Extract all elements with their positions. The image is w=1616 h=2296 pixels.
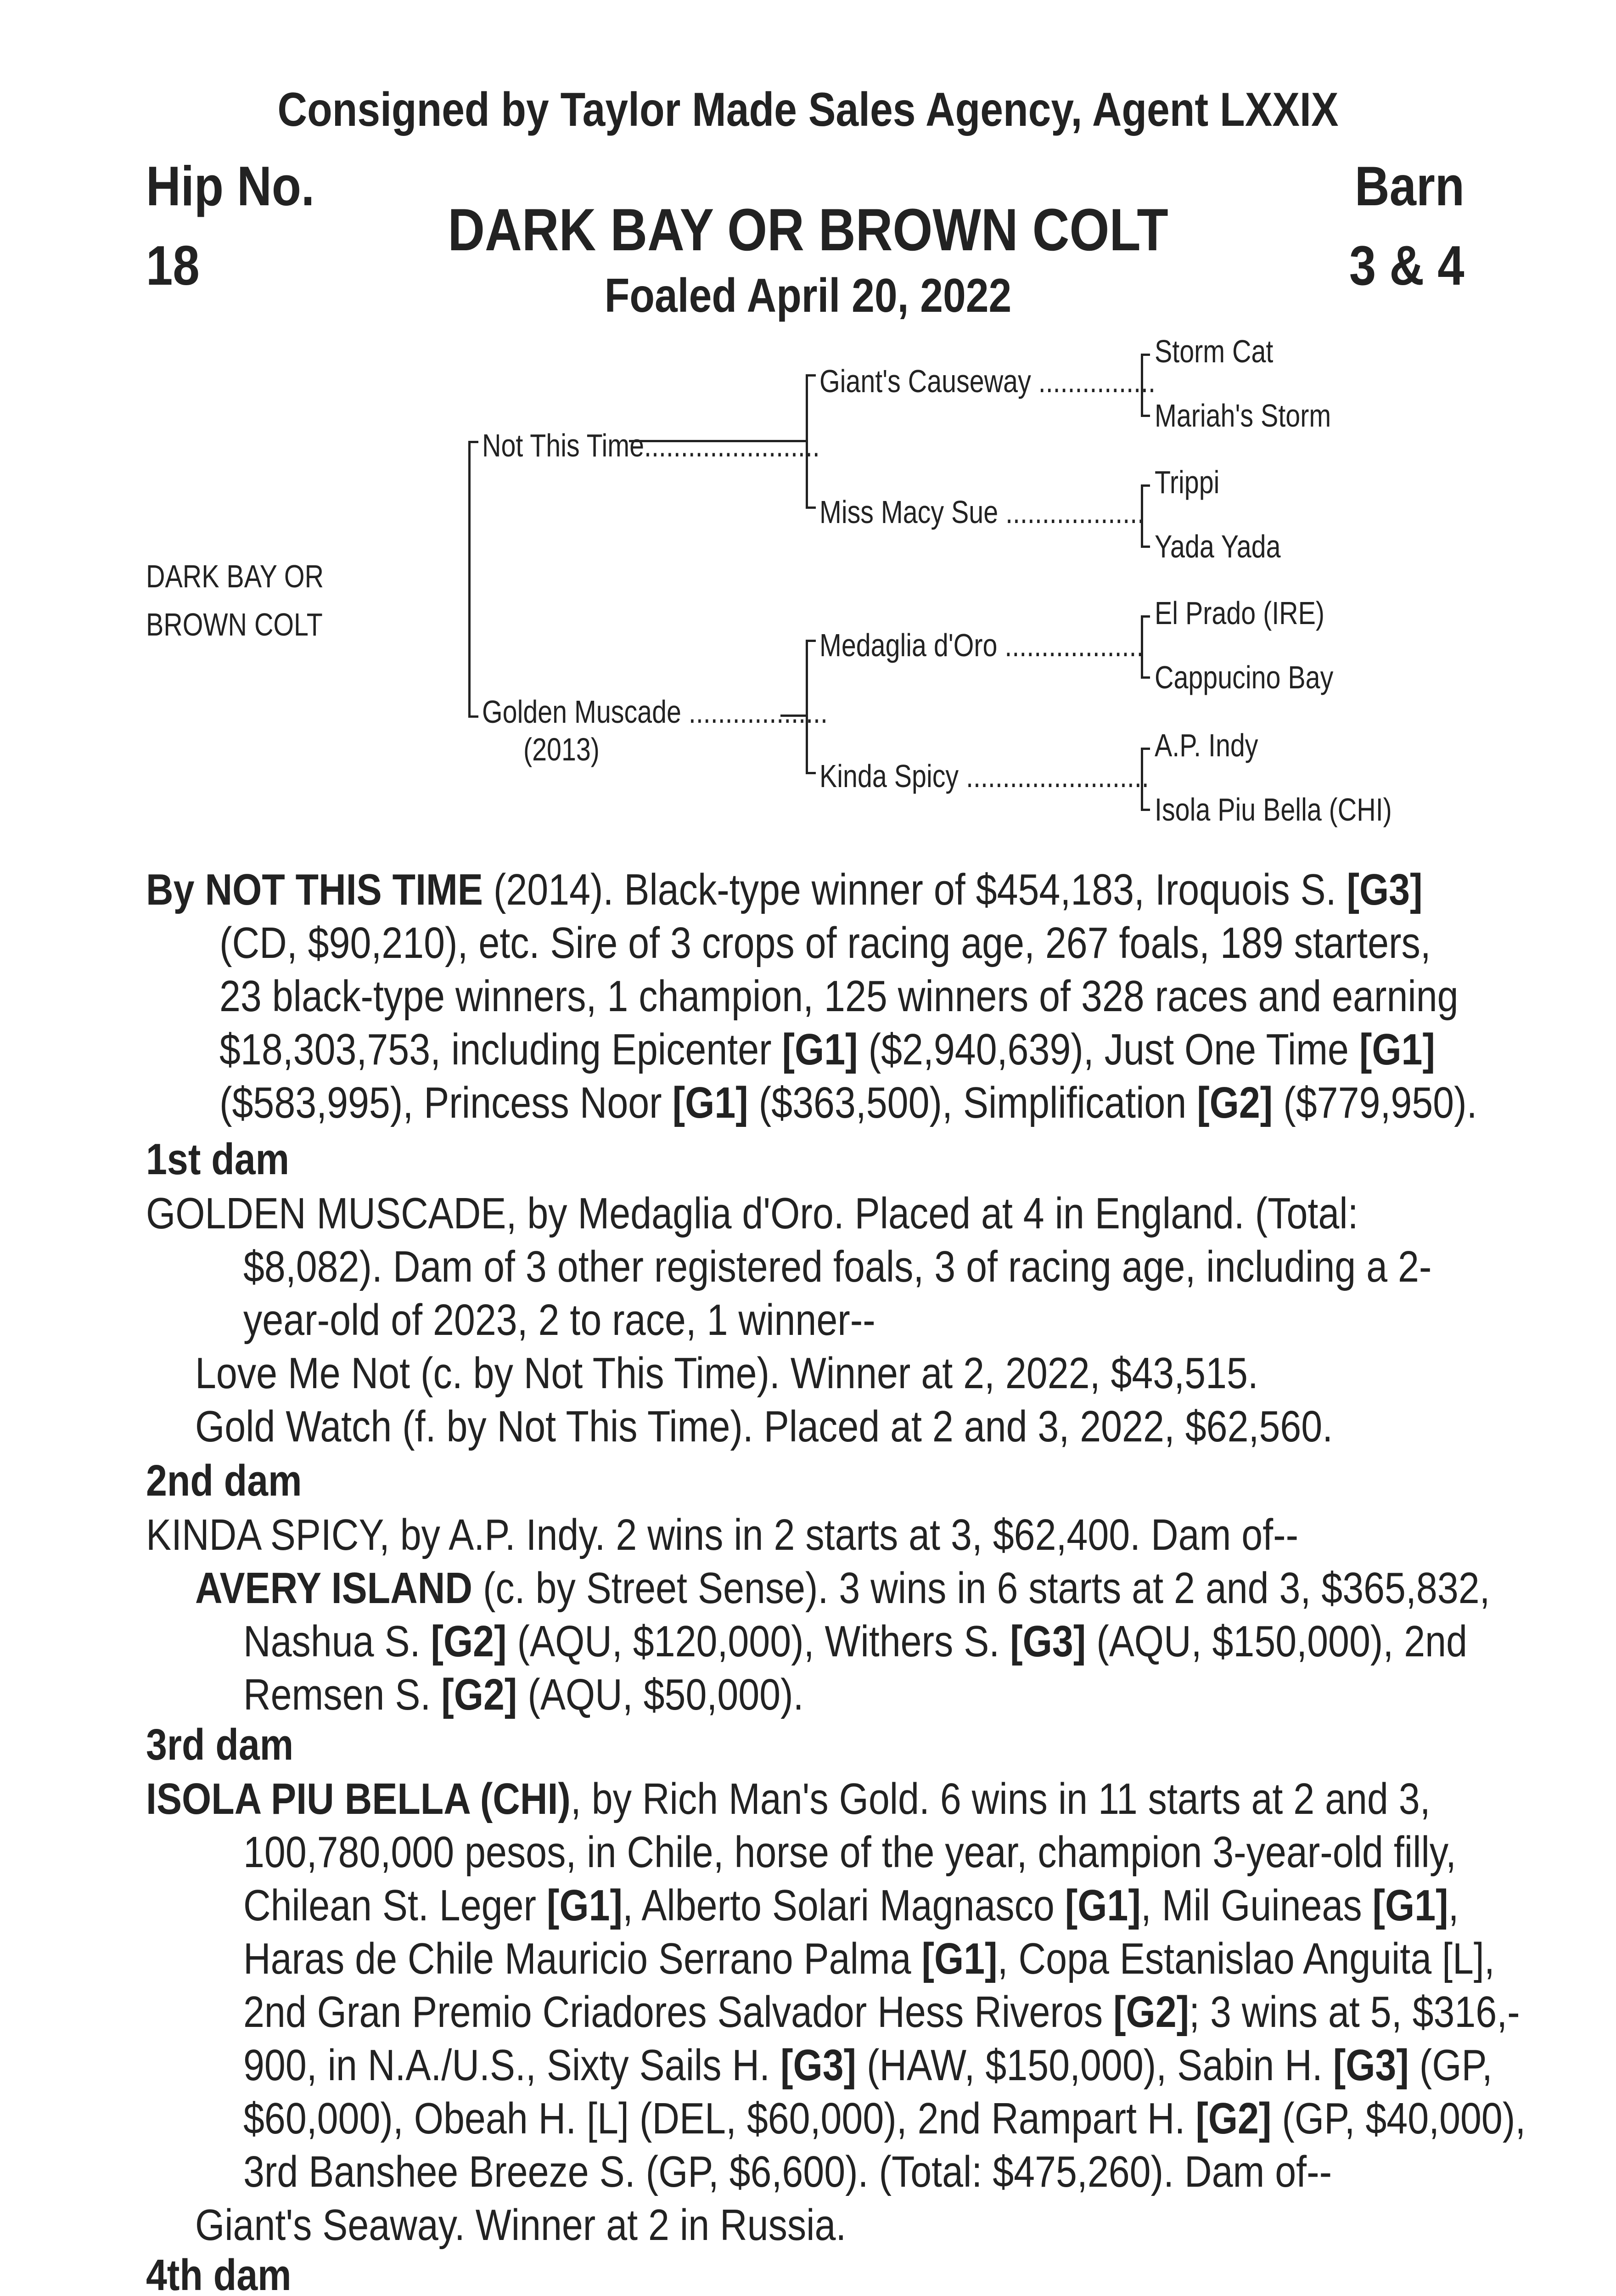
pedigree-ds-sire: El Prado (IRE) [1155, 595, 1325, 631]
pedigree-subject-line1: DARK BAY OR [146, 558, 324, 594]
consignor-line: Consigned by Taylor Made Sales Agency, Agent LXXIX [277, 83, 1339, 136]
pedigree-dam: Golden Muscade ................... [482, 694, 828, 730]
bracket-line [1141, 484, 1150, 487]
bracket-line [1141, 615, 1143, 677]
bracket-line [468, 441, 471, 716]
sire-line: ($583,995), Princess Noor [G1] ($363,500), Simplification [G2] ($779,950). [219, 1078, 1477, 1127]
barn-number: 3 & 4 [1349, 234, 1464, 297]
pedigree-dam-year: (2013) [523, 732, 600, 767]
pedigree-ds-dam: Cappucino Bay [1155, 659, 1334, 695]
pedigree-sd-dam: Yada Yada [1155, 529, 1281, 564]
first-dam-line: Love Me Not (c. by Not This Time). Winner at 2, 2022, $43,515. [195, 1349, 1258, 1398]
first-dam-line: $8,082). Dam of 3 other registered foals, 3 of racing age, including a 2- [243, 1242, 1432, 1291]
bracket-line [629, 440, 806, 442]
bracket-line [780, 715, 806, 717]
pedigree-dd-sire: A.P. Indy [1155, 727, 1258, 763]
bracket-line [806, 772, 816, 774]
bracket-line [1141, 354, 1150, 356]
bracket-line [1141, 809, 1150, 811]
second-dam-line: AVERY ISLAND (c. by Street Sense). 3 wins in 6 starts at 2 and 3, $365,832, [195, 1564, 1490, 1613]
bracket-line [806, 506, 816, 509]
page-title: DARK BAY OR BROWN COLT [448, 196, 1168, 263]
pedigree-sire-sire: Giant's Causeway ................ [819, 363, 1156, 399]
sire-line: (CD, $90,210), etc. Sire of 3 crops of racing age, 267 foals, 189 starters, [219, 918, 1431, 968]
pedigree-dam-sire: Medaglia d'Oro ................... [819, 627, 1144, 663]
hip-label: Hip No. [146, 155, 315, 217]
pedigree-sd-sire: Trippi [1155, 464, 1220, 500]
bracket-line [1141, 484, 1143, 546]
pedigree-ss-dam: Mariah's Storm [1155, 398, 1331, 433]
first-dam-line: GOLDEN MUSCADE, by Medaglia d'Oro. Placed at 4 in England. (Total: [146, 1189, 1358, 1238]
sire-line: $18,303,753, including Epicenter [G1] ($2,940,639), Just One Time [G1] [219, 1025, 1435, 1074]
pedigree-sire: Not This Time........................ [482, 428, 820, 463]
second-dam-line: KINDA SPICY, by A.P. Indy. 2 wins in 2 starts at 3, $62,400. Dam of-- [146, 1510, 1299, 1559]
section-heading: 3rd dam [146, 1720, 294, 1769]
sire-line: 23 black-type winners, 1 champion, 125 winners of 328 races and earning [219, 972, 1459, 1021]
third-dam-line: 900, in N.A./U.S., Sixty Sails H. [G3] (HAW, $150,000), Sabin H. [G3] (GP, [243, 2041, 1493, 2090]
bracket-line [468, 715, 478, 718]
foaled-date: Foaled April 20, 2022 [604, 269, 1012, 322]
third-dam-line: ISOLA PIU BELLA (CHI), by Rich Man's Gold. 6 wins in 11 starts at 2 and 3, [146, 1774, 1431, 1823]
bracket-line [1141, 676, 1150, 679]
bracket-line [1141, 748, 1150, 750]
third-dam-line: Giant's Seaway. Winner at 2 in Russia. [195, 2200, 847, 2250]
third-dam-line: 100,780,000 pesos, in Chile, horse of the year, champion 3-year-old filly, [243, 1828, 1456, 1877]
bracket-line [468, 441, 478, 443]
first-dam-line: Gold Watch (f. by Not This Time). Placed at 2 and 3, 2022, $62,560. [195, 1402, 1333, 1451]
third-dam-line: 2nd Gran Premio Criadores Salvador Hess Riveros [G2]; 3 wins at 5, $316,- [243, 1987, 1520, 2037]
bracket-line [1141, 615, 1150, 618]
section-heading: 4th dam [146, 2251, 292, 2296]
pedigree-sire-dam: Miss Macy Sue ................... [819, 494, 1145, 530]
pedigree-subject-line2: BROWN COLT [146, 607, 323, 642]
pedigree-ss-sire: Storm Cat [1155, 333, 1274, 369]
bracket-line [1141, 415, 1150, 417]
third-dam-line: Haras de Chile Mauricio Serrano Palma [G1], Copa Estanislao Anguita [L], [243, 1934, 1495, 1983]
bracket-line [806, 640, 808, 773]
bracket-line [1141, 748, 1143, 810]
bracket-line [1141, 546, 1150, 548]
bracket-line [806, 374, 816, 377]
first-dam-line: year-old of 2023, 2 to race, 1 winner-- [243, 1295, 875, 1345]
bracket-line [806, 640, 816, 642]
pedigree-dd-dam: Isola Piu Bella (CHI) [1155, 792, 1392, 827]
barn-label: Barn [1354, 155, 1464, 217]
hip-number: 18 [146, 234, 200, 297]
section-heading: 1st dam [146, 1135, 290, 1184]
bracket-line [1141, 354, 1143, 416]
third-dam-line: Chilean St. Leger [G1], Alberto Solari Magnasco [G1], Mil Guineas [G1], [243, 1881, 1459, 1930]
second-dam-line: Remsen S. [G2] (AQU, $50,000). [243, 1670, 804, 1719]
second-dam-line: Nashua S. [G2] (AQU, $120,000), Withers S. [G3] (AQU, $150,000), 2nd [243, 1617, 1467, 1666]
sire-line: By NOT THIS TIME (2014). Black-type winner of $454,183, Iroquois S. [G3] [146, 865, 1423, 914]
bracket-line [806, 374, 808, 507]
third-dam-line: $60,000), Obeah H. [L] (DEL, $60,000), 2nd Rampart H. [G2] (GP, $40,000), [243, 2094, 1526, 2143]
section-heading: 2nd dam [146, 1456, 302, 1505]
pedigree-dam-dam: Kinda Spicy ......................... [819, 758, 1149, 794]
third-dam-line: 3rd Banshee Breeze S. (GP, $6,600). (Total: $475,260). Dam of-- [243, 2147, 1332, 2196]
